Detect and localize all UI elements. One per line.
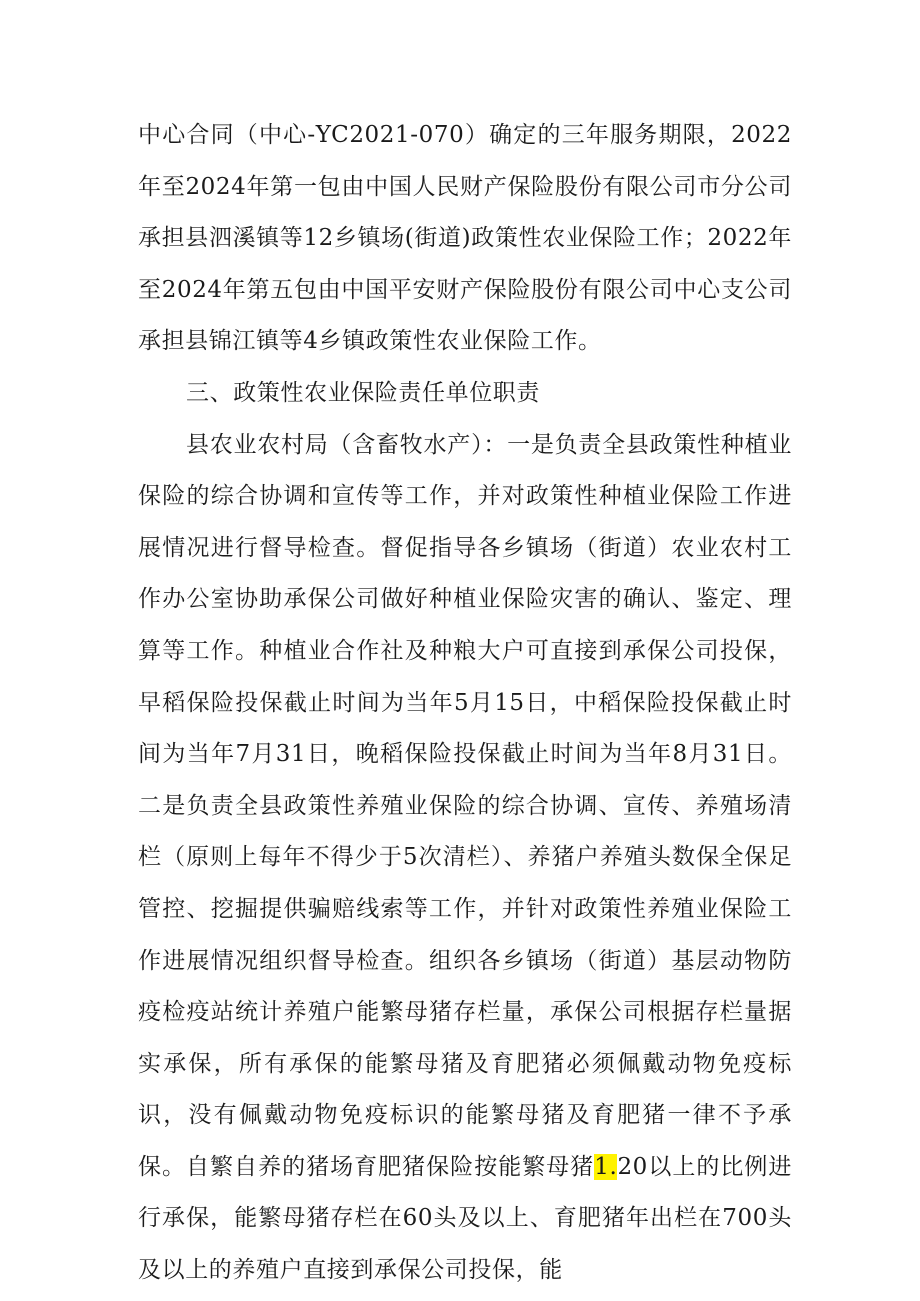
- paragraph-text-after-highlight: 20以上的比例进行承保，能繁母猪存栏在60头及以上、育肥猪年出栏在700头及以上的养殖户直接到承保公司投保，能: [138, 1153, 792, 1284]
- paragraph-contract-period: 中心合同（中心-YC2021-070）确定的三年服务期限，2022年至2024年第一包由中国人民财产保险股份有限公司市分公司承担县泗溪镇等12乡镇场(街道)政策性农业保险工作；2022年至2024年第五包由中国平安财产保险股份有限公司中心支公司承担县锦江镇等4乡镇政策性农业保险工作。: [138, 122, 792, 355]
- highlighted-text: 1.: [594, 1153, 618, 1180]
- paragraph-agriculture-bureau: [138, 420, 792, 1297]
- paragraph-text-before-highlight: 县农业农村局（含畜牧水产）：一是负责全县政策性种植业保险的综合协调和宣传等工作，并对政策性种植业保险工作进展情况进行督导检查。督促指导各乡镇场（街道）农业农村工作办公室协助承保公司做好种植业保险灾害的确认、鉴定、理算等工作。种植业合作社及种粮大户可直接到承保公司投保，早稻保险投保截止时间为当年5月15日，中稻保险投保截止时间为当年7月31日，晚稻保险投保截止时间为当年8月31日。二是负责全县政策性养殖业保险的综合协调、宣传、养殖场清栏（原则上每年不得少于5次清栏）、养猪户养殖头数保全保足管控、挖掘提供骗赔线索等工作，并针对政策性养殖业保险工作进展情况组织督导检查。组织各乡镇场（街道）基层动物防疫检疫站统计养殖户能繁母猪存栏量，承保公司根据存栏量据实承保，所有承保的能繁母猪及育肥猪必须佩戴动物免疫标识，没有佩戴动物免疫标识的能繁母猪及育肥猪一律不予承保。自繁自养的猪场育肥猪保险按能繁母猪: [138, 431, 792, 1180]
- section-heading: 三、政策性农业保险责任单位职责: [186, 379, 540, 406]
